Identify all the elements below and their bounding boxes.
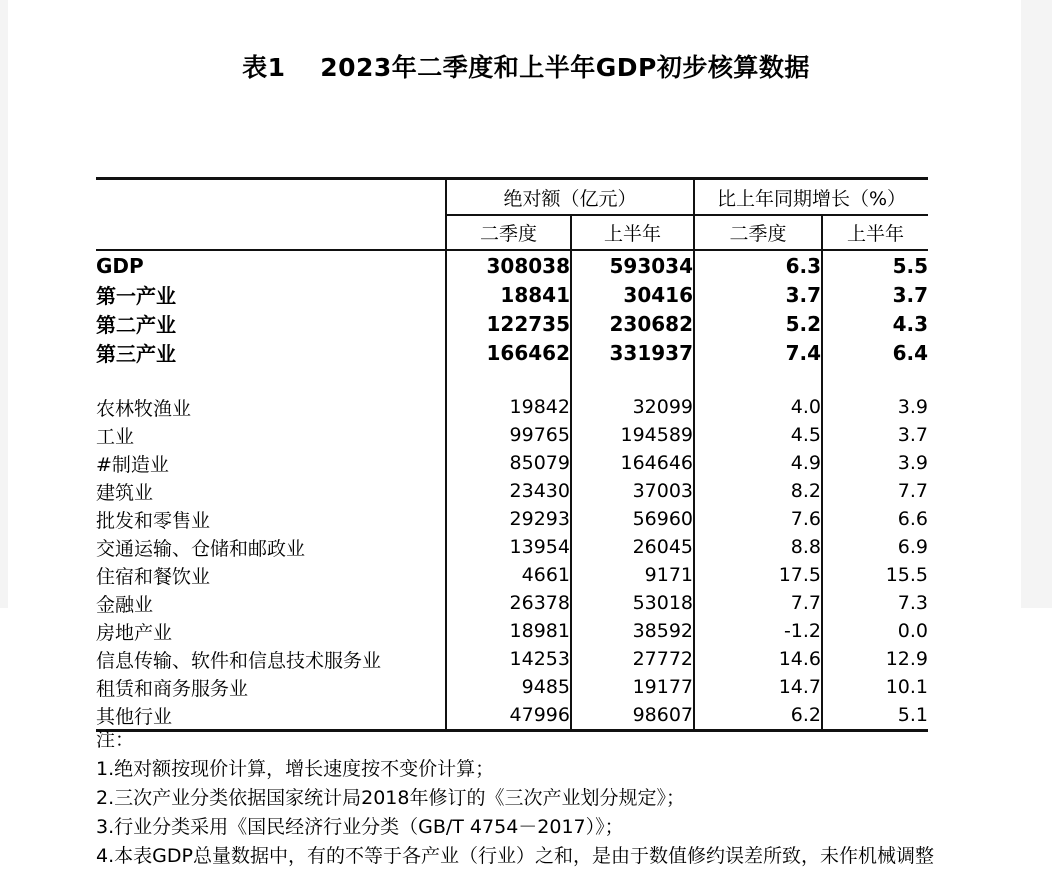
table-row-detail [96, 505, 928, 533]
cell-abs-q2: 166462 [446, 338, 571, 367]
cell-growth-h1: 7.7 [822, 477, 928, 505]
cell-abs-q2: 122735 [446, 309, 571, 338]
cell-abs-q2: 85079 [446, 449, 571, 477]
gdp-table [96, 177, 928, 732]
cell-abs-h1: 593034 [571, 250, 694, 280]
cell-abs-q2: 47996 [446, 701, 571, 731]
table-header [96, 179, 928, 251]
table-row-detail [96, 477, 928, 505]
cell-abs-h1: 230682 [571, 309, 694, 338]
row-label: GDP [96, 250, 446, 280]
table-row-major [96, 338, 928, 367]
cell-abs-q2: 19842 [446, 393, 571, 421]
cell-growth-q2: 6.3 [694, 250, 822, 280]
cell-abs-h1: 26045 [571, 533, 694, 561]
column-header-abs-h1: 上半年 [571, 215, 694, 250]
gdp-table-container [96, 177, 928, 732]
row-label: 第三产业 [96, 342, 176, 366]
table-body [96, 250, 928, 731]
table-row-major [96, 250, 928, 280]
row-label: 其他行业 [96, 701, 446, 731]
column-header-growth-q2: 二季度 [694, 215, 822, 250]
row-label: 租赁和商务服务业 [96, 677, 249, 700]
cell-abs-h1: 27772 [571, 645, 694, 673]
cell-growth-q2: 14.7 [694, 673, 822, 701]
column-header-indicator [96, 179, 446, 216]
row-label: 批发和零售业 [96, 509, 211, 532]
cell-growth-h1: 3.9 [822, 393, 928, 421]
cell-abs-q2: 18981 [446, 617, 571, 645]
cell-abs-q2: 26378 [446, 589, 571, 617]
cell-growth-q2: 4.9 [694, 449, 822, 477]
cell-growth-q2: 5.2 [694, 309, 822, 338]
spacer-cell [822, 367, 928, 393]
note-item-1: 1.绝对额按现价计算，增长速度按不变价计算； [96, 758, 495, 780]
cell-growth-h1: 10.1 [822, 673, 928, 701]
row-label: 信息传输、软件和信息技术服务业 [96, 649, 382, 672]
cell-growth-q2: 8.8 [694, 533, 822, 561]
cell-growth-h1: 6.9 [822, 533, 928, 561]
table-row-detail [96, 617, 928, 645]
page-title: 表1 2023年二季度和上半年GDP初步核算数据 [242, 53, 810, 82]
row-label: #制造业 [96, 453, 169, 476]
column-header-indicator-blank [96, 215, 446, 250]
cell-growth-q2: 7.4 [694, 338, 822, 367]
row-label: 农林牧渔业 [96, 397, 192, 420]
cell-abs-h1: 30416 [571, 280, 694, 309]
row-label: 工业 [96, 425, 135, 448]
cell-abs-q2: 13954 [446, 533, 571, 561]
note-item-4: 4.本表GDP总量数据中，有的不等于各产业（行业）之和，是由于数值修约误差所致，未作机械调整 [96, 845, 934, 867]
spacer-cell [96, 367, 446, 393]
row-label: 建筑业 [96, 481, 154, 504]
cell-growth-h1: 3.7 [822, 421, 928, 449]
table-row-detail [96, 421, 928, 449]
cell-growth-q2: 3.7 [694, 280, 822, 309]
cell-abs-h1: 32099 [571, 393, 694, 421]
table-notes [96, 726, 996, 871]
spacer-cell [446, 367, 571, 393]
cell-growth-h1: 6.4 [822, 338, 928, 367]
cell-growth-h1: 15.5 [822, 561, 928, 589]
spacer-cell [571, 367, 694, 393]
row-label: 第一产业 [96, 284, 176, 308]
cell-growth-q2: 14.6 [694, 645, 822, 673]
cell-abs-h1: 56960 [571, 505, 694, 533]
cell-abs-q2: 14253 [446, 645, 571, 673]
cell-growth-h1: 6.6 [822, 505, 928, 533]
cell-growth-h1: 4.3 [822, 309, 928, 338]
cell-abs-h1: 37003 [571, 477, 694, 505]
cell-abs-q2: 308038 [446, 250, 571, 280]
table-row-major [96, 309, 928, 338]
table-row-detail [96, 673, 928, 701]
cell-abs-q2: 9485 [446, 673, 571, 701]
cell-abs-h1: 331937 [571, 338, 694, 367]
cell-abs-h1: 19177 [571, 673, 694, 701]
column-header-growth-h1: 上半年 [822, 215, 928, 250]
cell-abs-h1: 9171 [571, 561, 694, 589]
cell-growth-h1: 0.0 [822, 617, 928, 645]
cell-growth-q2: -1.2 [694, 617, 822, 645]
cell-growth-h1: 5.5 [822, 250, 928, 280]
column-header-abs-q2: 二季度 [446, 215, 571, 250]
cell-growth-q2: 7.6 [694, 505, 822, 533]
cell-abs-q2: 4661 [446, 561, 571, 589]
row-label: 住宿和餐饮业 [96, 565, 211, 588]
table-row-detail [96, 533, 928, 561]
row-label: 金融业 [96, 593, 154, 616]
cell-growth-q2: 6.2 [694, 701, 822, 731]
cell-abs-h1: 194589 [571, 421, 694, 449]
cell-abs-h1: 38592 [571, 617, 694, 645]
row-label: 交通运输、仓储和邮政业 [96, 537, 306, 560]
cell-growth-q2: 7.7 [694, 589, 822, 617]
note-item-3: 3.行业分类采用《国民经济行业分类（GB/T 4754－2017）》； [96, 816, 624, 838]
cell-abs-q2: 23430 [446, 477, 571, 505]
cell-growth-q2: 4.5 [694, 421, 822, 449]
table-row-spacer [96, 367, 928, 393]
cell-growth-h1: 3.7 [822, 280, 928, 309]
table-row-major [96, 280, 928, 309]
row-label: 第二产业 [96, 313, 176, 337]
column-header-yoy-growth: 比上年同期增长（%） [694, 179, 928, 216]
cell-abs-q2: 18841 [446, 280, 571, 309]
cell-abs-q2: 99765 [446, 421, 571, 449]
note-item-2: 2.三次产业分类依据国家统计局2018年修订的《三次产业划分规定》； [96, 787, 685, 809]
table-row-detail [96, 561, 928, 589]
table-row-detail [96, 393, 928, 421]
table-row-detail [96, 589, 928, 617]
cell-growth-q2: 17.5 [694, 561, 822, 589]
table-header-sub-row [96, 215, 928, 250]
cell-abs-q2: 29293 [446, 505, 571, 533]
cell-growth-h1: 7.3 [822, 589, 928, 617]
cell-growth-h1: 5.1 [822, 701, 928, 731]
notes-heading: 注： [96, 729, 135, 751]
cell-abs-h1: 98607 [571, 701, 694, 731]
cell-abs-h1: 53018 [571, 589, 694, 617]
cell-growth-q2: 4.0 [694, 393, 822, 421]
cell-growth-h1: 3.9 [822, 449, 928, 477]
table-header-group-row [96, 179, 928, 216]
spacer-cell [694, 367, 822, 393]
column-header-absolute-value: 绝对额（亿元） [446, 179, 694, 216]
row-label: 房地产业 [96, 621, 173, 644]
cell-abs-h1: 164646 [571, 449, 694, 477]
cell-growth-q2: 8.2 [694, 477, 822, 505]
cell-growth-h1: 12.9 [822, 645, 928, 673]
table-row-detail [96, 449, 928, 477]
table-row-detail [96, 645, 928, 673]
